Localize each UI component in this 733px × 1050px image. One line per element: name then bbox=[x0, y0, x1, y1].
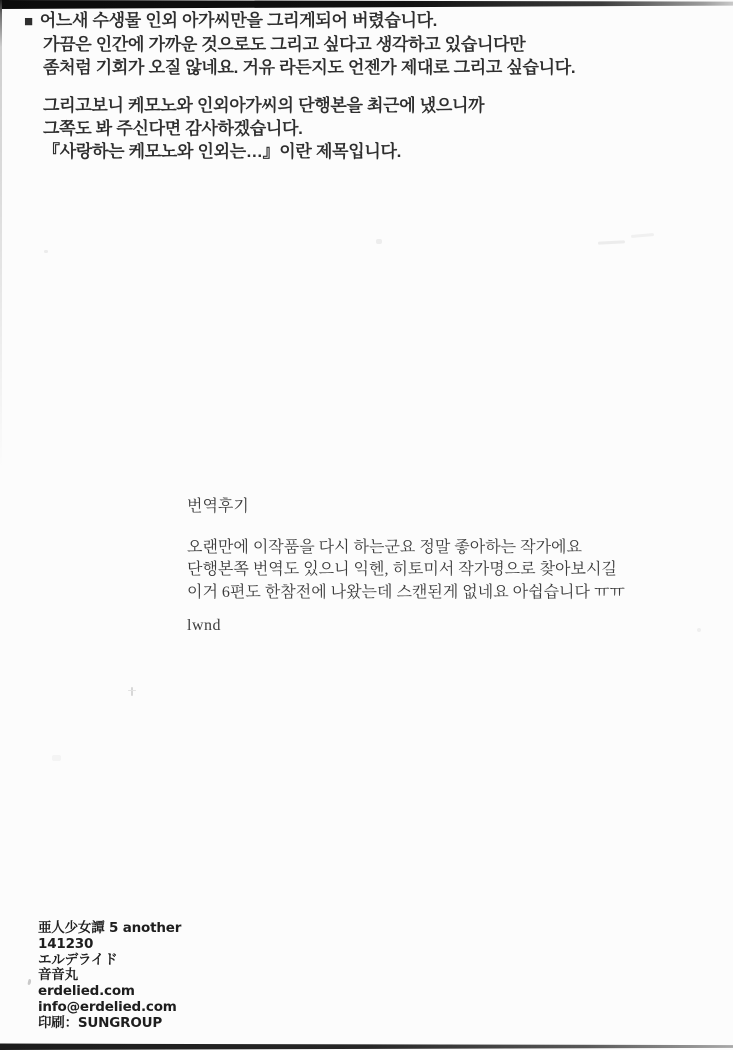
afterword-line-1-text: 어느새 수생물 인외 아가씨만을 그리게되어 버렸습니다. bbox=[39, 11, 438, 30]
translator-note-line-2: 단행본쪽 번역도 있으니 익헨, 히토미서 작가명으로 찾아보시길 bbox=[187, 561, 617, 578]
scan-artifact bbox=[697, 628, 701, 632]
translator-note-line-3: 이거 6편도 한참전에 나왔는데 스캔된게 없네요 아쉽습니다 ㅠㅠ bbox=[187, 583, 625, 601]
scan-artifact bbox=[128, 690, 136, 691]
colophon-website: erdelied.com bbox=[38, 983, 135, 1000]
colophon-email: info@erdelied.com bbox=[38, 998, 177, 1015]
afterword-line-2: 가끔은 인간에 가까운 것으로도 그리고 싶다고 생각하고 있습니다만 bbox=[43, 35, 526, 54]
translator-note-heading: 번역후기 bbox=[187, 498, 249, 515]
scan-artifact bbox=[131, 687, 133, 696]
colophon-author-name: 音音丸 bbox=[38, 967, 78, 984]
scan-artifact bbox=[631, 233, 654, 238]
colophon-date: 141230 bbox=[38, 935, 94, 952]
afterword-line-5: 그쪽도 봐 주신다면 감사하겠습니다. bbox=[43, 119, 303, 138]
scan-artifact bbox=[598, 240, 625, 244]
colophon-printer: 印刷：SUNGROUP bbox=[38, 1014, 163, 1031]
afterword-line-6: 『사랑하는 케모노와 인외는…』이란 제목입니다. bbox=[43, 142, 401, 161]
colophon-title: 亜人少女譚 5 another bbox=[38, 920, 182, 936]
afterword-line-1 bbox=[24, 9, 714, 33]
translator-note bbox=[187, 496, 657, 638]
square-bullet-icon: ■ bbox=[24, 13, 33, 30]
translator-note-line-1: 오랜만에 이작품을 다시 하는군요 정말 좋아하는 작가에요 bbox=[187, 538, 582, 556]
author-afterword bbox=[24, 9, 714, 163]
scan-artifact bbox=[52, 755, 61, 761]
scan-artifact bbox=[27, 979, 31, 985]
scan-artifact bbox=[376, 239, 382, 244]
scan-edge-bottom bbox=[0, 1043, 733, 1050]
translator-signature: lwnd bbox=[187, 617, 221, 634]
scan-edge-left bbox=[0, 0, 2, 470]
scan-edge-top bbox=[0, 0, 733, 9]
colophon bbox=[38, 921, 181, 1032]
colophon-circle-name: エルデライド bbox=[38, 951, 118, 968]
scan-artifact bbox=[44, 250, 48, 253]
afterword-line-3: 좀처럼 기회가 오질 않네요. 거유 라든지도 언젠가 제대로 그리고 싶습니다. bbox=[43, 58, 576, 77]
afterword-line-4: 그리고보니 케모노와 인외아가씨의 단행본을 최근에 냈으니까 bbox=[43, 96, 485, 115]
